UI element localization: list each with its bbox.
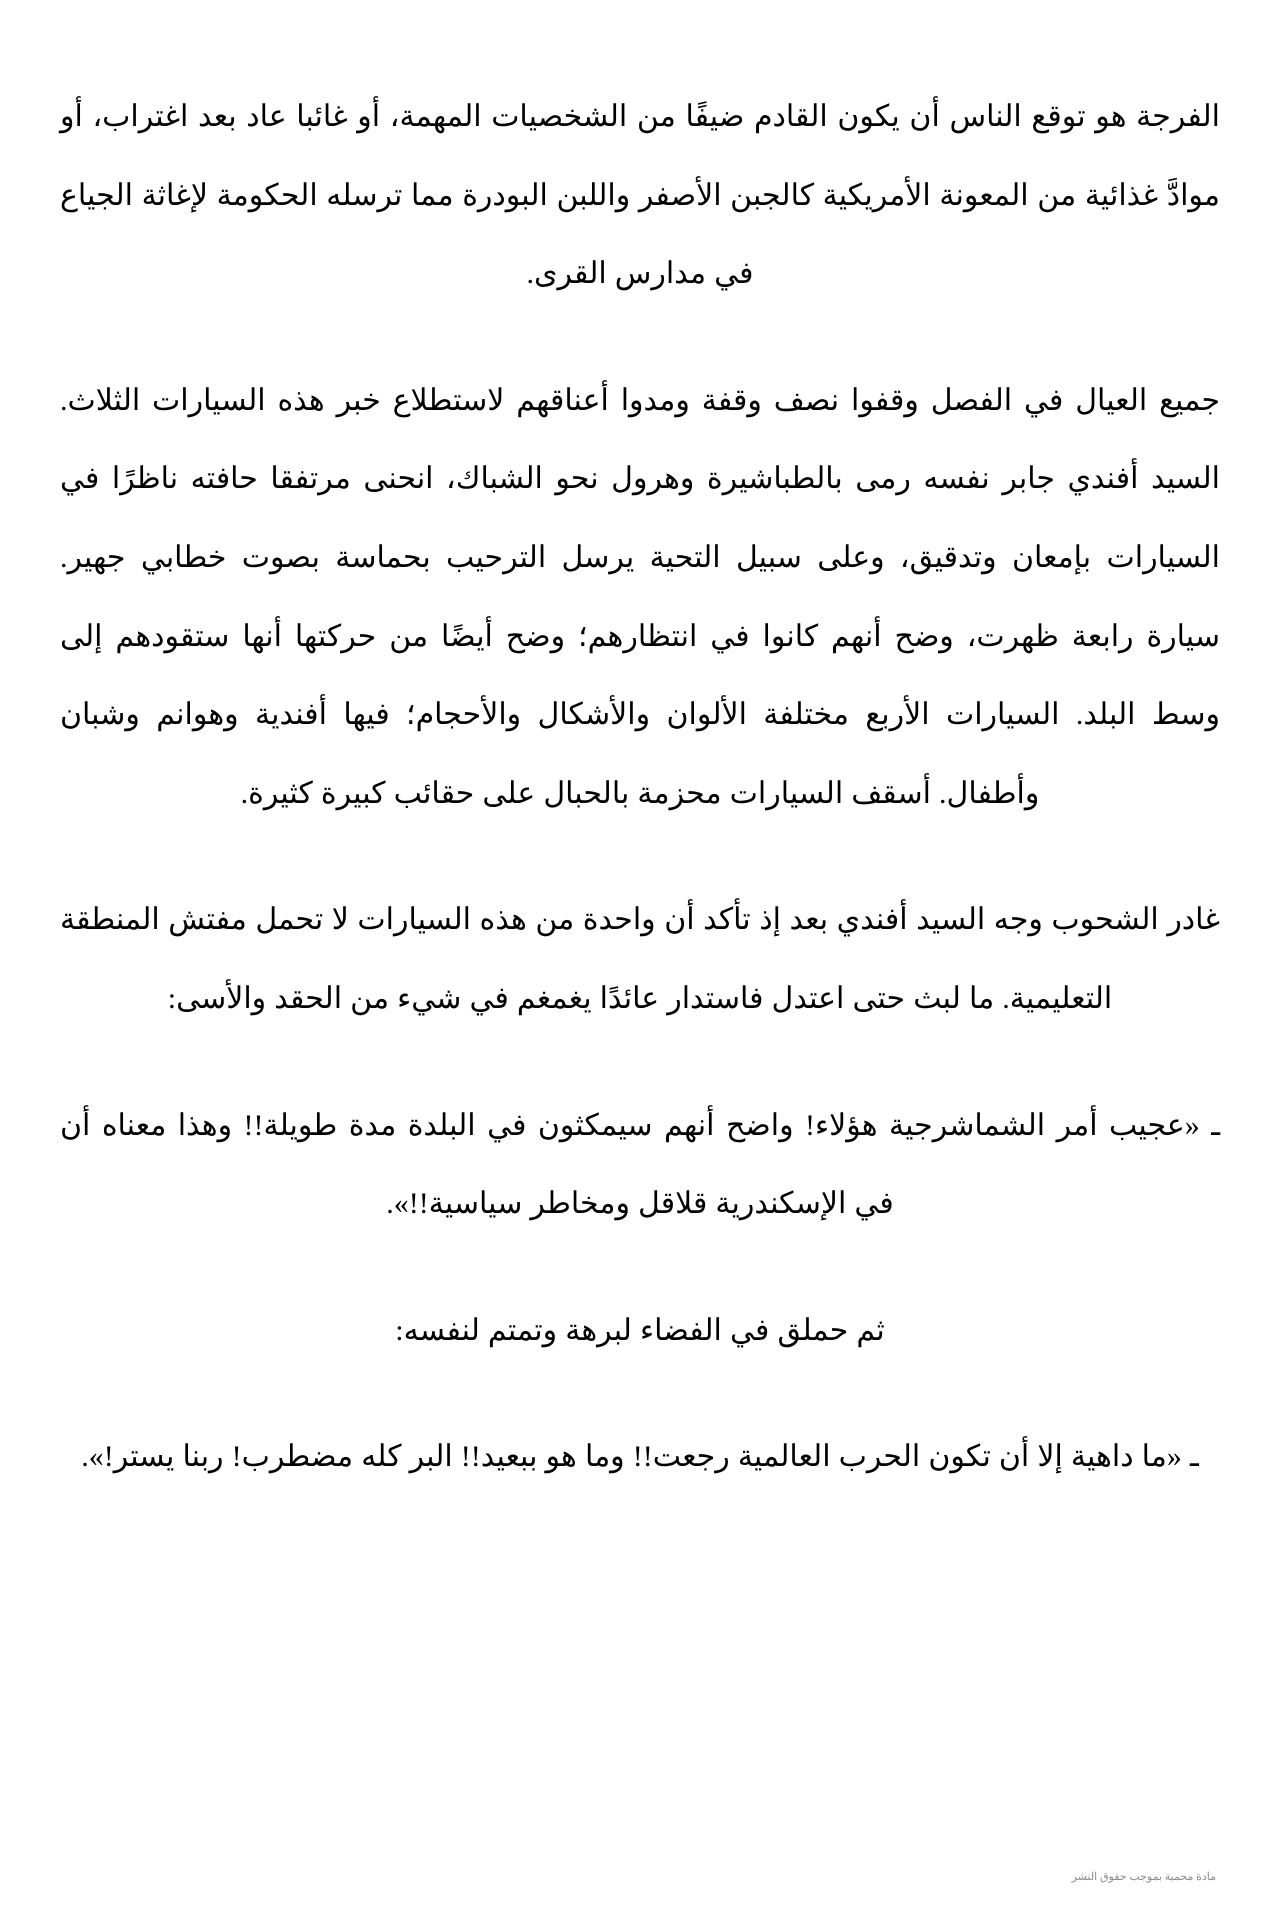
copyright-notice: مادة محمية بموجب حقوق النشر	[1071, 1870, 1216, 1883]
paragraph-spacer	[60, 1404, 1220, 1418]
paragraph-spacer	[60, 1278, 1220, 1292]
page-body	[60, 78, 1220, 1497]
paragraph-spacer	[60, 867, 1220, 881]
dialogue-line-2: ـ «ما داهية إلا أن تكون الحرب العالمية رجعت!! وما هو ببعيد!! البر كله مضطرب! ربنا يستر!».	[81, 1440, 1199, 1474]
paragraph-spacer	[60, 1073, 1220, 1087]
paragraph-2: جميع العيال في الفصل وقفوا نصف وقفة ومدوا أعناقهم لاستطلاع خبر هذه السيارات الثلاث. السيد أفندي جابر نفسه رمى بالطباشيرة وهرول نحو الشباك، انحنى مرتفقا حافته ناظرًا في السيارات بإمعان وتدقيق، وعلى سبيل التحية يرسل الترحيب بحماسة بصوت خطابي جهير. سيارة رابعة ظهرت، وضح أنهم كانوا في انتظارهم؛ وضح أيضًا من حركتها أنها ستقودهم إلى وسط البلد. السيارات الأربع مختلفة الألوان والأشكال والأحجام؛ فيها أفندية وهوانم وشبان وأطفال. أسقف السيارات محزمة بالحبال على حقائب كبيرة كثيرة.	[60, 383, 1220, 810]
paragraph-3: غادر الشحوب وجه السيد أفندي بعد إذ تأكد أن واحدة من هذه السيارات لا تحمل مفتش المنطقة التعليمية. ما لبث حتى اعتدل فاستدار عائدًا يغمغم في شيء من الحقد والأسى:	[60, 903, 1220, 1015]
dialogue-line-1: ـ «عجيب أمر الشماشرجية هؤلاء! واضح أنهم سيمكثون في البلدة مدة طويلة!! وهذا معناه أن في الإسكندرية قلاقل ومخاطر سياسية!!».	[60, 1108, 1220, 1221]
paragraph-spacer	[60, 348, 1220, 362]
narration-line: ثم حملق في الفضاء لبرهة وتمتم لنفسه:	[395, 1313, 885, 1347]
paragraph-1: الفرجة هو توقع الناس أن يكون القادم ضيفًا من الشخصيات المهمة، أو غائبا عاد بعد اغتراب، أو موادَّ غذائية من المعونة الأمريكية كالجبن الأصفر واللبن البودرة مما ترسله الحكومة لإغاثة الجياع في مدارس القرى.	[60, 100, 1220, 291]
